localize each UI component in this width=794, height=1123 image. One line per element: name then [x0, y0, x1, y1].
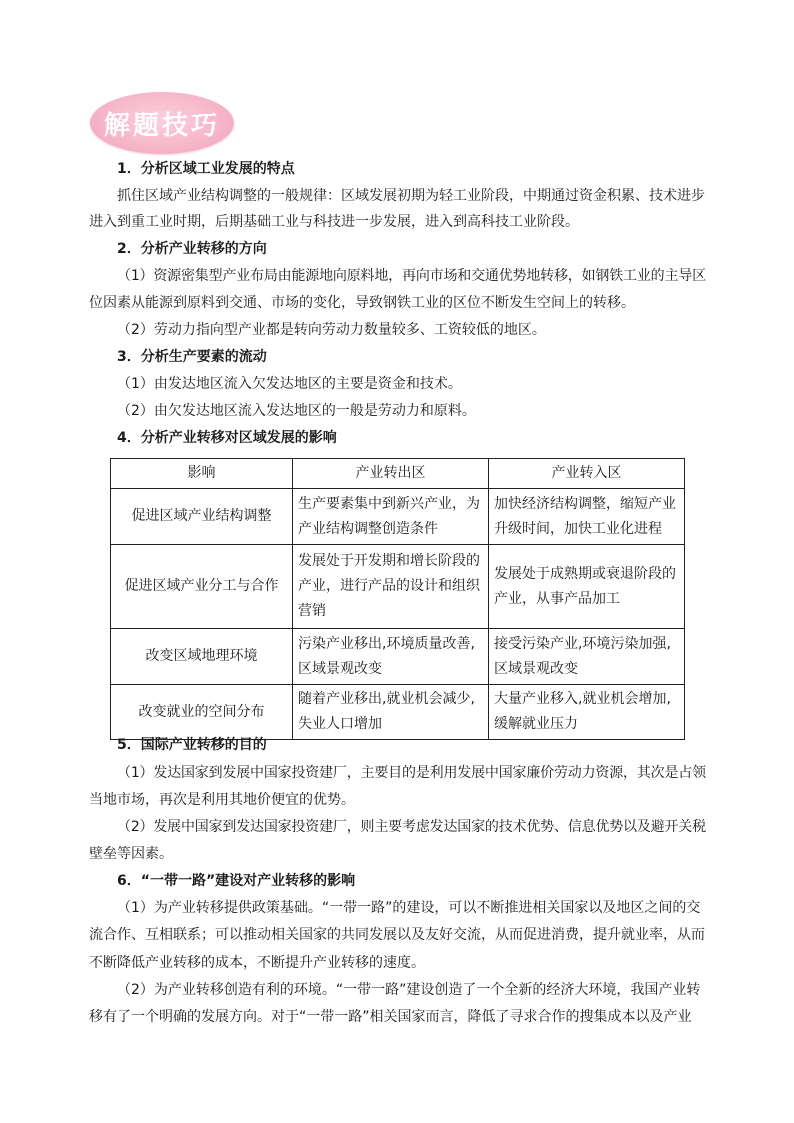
section-badge	[90, 92, 234, 154]
paragraph-line: （2）劳动力指向型产业都是转向劳动力数量较多、工资较低的地区。	[117, 322, 546, 338]
table-row	[111, 685, 685, 740]
paragraph-line: （1）为产业转移提供政策基础。“一带一路”的建设，可以不断推进相关国家以及地区之间的交	[117, 900, 701, 916]
table-header-row	[111, 459, 685, 489]
paragraph-line: 进入到重工业时期，后期基础工业与科技进一步发展，进入到高科技工业阶段。	[89, 214, 579, 230]
paragraph-line: （1）发达国家到发展中国家投资建厂，主要目的是利用发展中国家廉价劳动力资源，其次是占领	[117, 765, 706, 781]
table-cell: 接受污染产业,环境污染加强,区域景观改变	[489, 629, 685, 685]
heading-5: 5．国际产业转移的目的	[117, 737, 267, 753]
heading-2: 2．分析产业转移的方向	[117, 241, 267, 257]
heading-3: 3．分析生产要素的流动	[117, 349, 267, 365]
table-header-cell: 影响	[111, 459, 293, 489]
heading-1: 1．分析区域工业发展的特点	[117, 161, 295, 177]
impact-table	[110, 458, 685, 740]
table-cell: 发展处于开发期和增长阶段的产业，进行产品的设计和组织营销	[293, 545, 489, 629]
table-cell: 污染产业移出,环境质量改善,区域景观改变	[293, 629, 489, 685]
paragraph-line: （1）资源密集型产业布局由能源地向原料地，再向市场和交通优势地转移，如钢铁工业的主导区	[117, 268, 706, 284]
table-cell: 促进区域产业结构调整	[111, 489, 293, 545]
paragraph-line: 壁垒等因素。	[89, 846, 173, 862]
table-header-cell: 产业转出区	[293, 459, 489, 489]
section-badge-label: 解题技巧	[103, 110, 220, 141]
table-cell: 随着产业移出,就业机会减少,失业人口增加	[293, 685, 489, 740]
table-header-cell: 产业转入区	[489, 459, 685, 489]
table-row	[111, 629, 685, 685]
heading-6: 6．“一带一路”建设对产业转移的影响	[117, 873, 356, 889]
paragraph-line: 位因素从能源到原料到交通、市场的变化，导致钢铁工业的区位不断发生空间上的转移。	[89, 295, 635, 311]
table-cell: 加快经济结构调整，缩短产业升级时间，加快工业化进程	[489, 489, 685, 545]
paragraph-line: 流合作、互相联系；可以推动相关国家的共同发展以及友好交流，从而促进消费，提升就业率，从而	[89, 927, 705, 943]
table-cell: 发展处于成熟期或衰退阶段的产业，从事产品加工	[489, 545, 685, 629]
paragraph-line: 当地市场，再次是利用其地价便宜的优势。	[89, 792, 355, 808]
paragraph-line: 移有了一个明确的发展方向。对于“一带一路”相关国家而言，降低了寻求合作的搜集成本以及产业	[89, 1009, 692, 1025]
table-cell: 改变区域地理环境	[111, 629, 293, 685]
paragraph-line: 不断降低产业转移的成本，不断提升产业转移的速度。	[89, 955, 425, 971]
table-cell: 生产要素集中到新兴产业，为产业结构调整创造条件	[293, 489, 489, 545]
table-row	[111, 545, 685, 629]
table-cell: 改变就业的空间分布	[111, 685, 293, 740]
table-cell: 促进区域产业分工与合作	[111, 545, 293, 629]
paragraph-line: （1）由发达地区流入欠发达地区的主要是资金和技术。	[117, 376, 462, 392]
paragraph-line: 抓住区域产业结构调整的一般规律：区域发展初期为轻工业阶段，中期通过资金积累、技术进步	[117, 188, 705, 204]
table-row	[111, 489, 685, 545]
paragraph-line: （2）发展中国家到发达国家投资建厂，则主要考虑发达国家的技术优势、信息优势以及避开关税	[117, 819, 706, 835]
table-cell: 大量产业移入,就业机会增加,缓解就业压力	[489, 685, 685, 740]
paragraph-line: （2）由欠发达地区流入发达地区的一般是劳动力和原料。	[117, 403, 476, 419]
paragraph-line: （2）为产业转移创造有利的环境。“一带一路”建设创造了一个全新的经济大环境，我国产业转	[117, 982, 701, 998]
heading-4: 4．分析产业转移对区域发展的影响	[117, 430, 337, 446]
